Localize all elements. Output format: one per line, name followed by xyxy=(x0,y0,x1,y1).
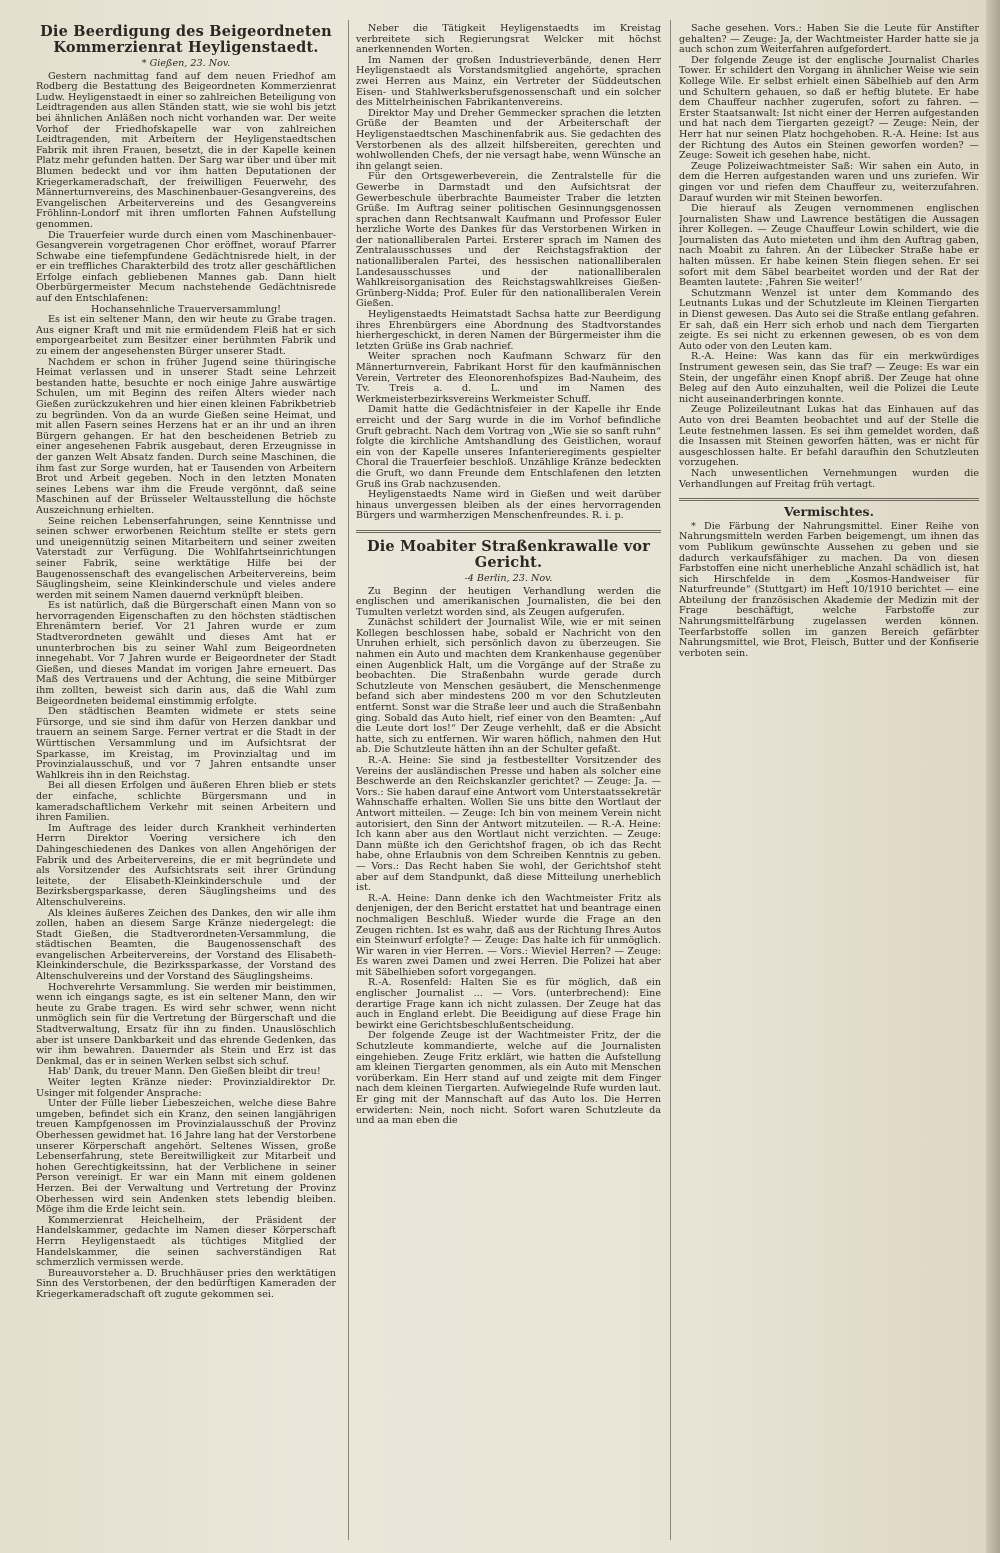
article-paragraph: R.-A. Heine: Dann denke ich den Wachtmeister Fritz als denjenigen, der den Bericht erstattet hat und beantrage einen nochmaligen Beschluß. Wieder wurde die Frage an den Zeugen richten. Ist es wahr, daß aus der Richtung Ihres Autos ein Steinwurf erfolgte? — Zeuge: Das halte ich für unmöglich. Wir waren in vier Herren. — Vors.: Wieviel Herren? — Zeuge: Es waren zwei Damen und zwei Herren. Die Polizei hat aber mit Säbelhieben sofort vorgegangen. xyxy=(356,892,661,978)
article-paragraph: Direktor May und Dreher Gemmecker sprachen die letzten Grüße der Beamten und der Arbeiterschaft der Heyligenstaedtschen Maschinenfabrik aus. Sie gedachten des Verstorbenen als des allzeit hilfsbereiten, gerechten und wohlwollenden Chefs, der nie versagt habe, wenn Wünsche an ihn gelangt seien. xyxy=(356,107,661,172)
article-paragraph: Heyligenstaedts Name wird in Gießen und weit darüber hinaus unvergessen bleiben als der eines hervorragenden Bürgers und warmherzigen Menschenfreundes. R. i. p. xyxy=(356,489,661,522)
article-paragraph: R.-A. Heine: Was kann das für ein merkwürdiges Instrument gewesen sein, das Sie traf? — Zeuge: Es war ein Stein, der ungefähr einen Knopf abriß. Der Zeuge hat ohne Beleg auf den Auto einzuhalten, weil die Polizei die Leute nicht auseinanderbringen konnte. xyxy=(679,351,979,405)
article-paragraph: Den städtischen Beamten widmete er stets seine Fürsorge, und sie sind ihm dafür von Herzen dankbar und trauern an seinem Sarge. Ferner vertrat er die Stadt in der Württischen Versammlung und im Aufsichtsrat der Sparkasse, im Kreistag, im Provinzialtag und im Provinzialausschuß, und vor 7 Jahren entsandte unser Wahlkreis ihn in den Reichstag. xyxy=(36,706,336,781)
speech-salutation: Hochansehnliche Trauerversammlung! xyxy=(90,303,282,315)
article-paragraph: Nach unwesentlichen Vernehmungen wurden die Verhandlungen auf Freitag früh vertagt. xyxy=(679,467,979,490)
article-paragraph: R.-A. Heine: Sie sind ja festbestellter Vorsitzender des Vereins der ausländischen Presse und haben als solcher eine Beschwerde an den Reichskanzler gerichtet? — Zeuge: Ja. — Vors.: Sie haben darauf eine Antwort vom Unterstaatssekretär Wahnschaffe erhalten. Wollen Sie uns bitte den Wortlaut der Antwort mitteilen. — Zeuge: Ich bin von meinem Verein nicht autorisiert, den Sinn der Antwort mitzuteilen. — R.-A. Heine: Ich kann aber aus den Wortlaut nicht verzichten. — Zeuge: Dann müßte ich den Gerichtshof fragen, ob ich das Recht habe, ohne Erlaubnis von dem Schreiben Kenntnis zu geben. — Vors.: Das Recht haben Sie wohl, der Gerichtshof steht aber auf dem Standpunkt, daß diese Mitteilung unerheblich ist. xyxy=(356,755,661,894)
section-headline: Vermischtes. xyxy=(784,504,874,520)
article-paragraph: Zeuge Polizeiwachtmeister Saß: Wir sahen ein Auto, in dem die Herren aufgestanden waren und uns zuriefen. Wir gingen vor und riefen dem Chauffeur zu, weiterzufahren. Darauf wurden wir mit Steinen beworfen. xyxy=(679,160,979,204)
article-paragraph: Für den Ortsgewerbeverein, die Zentralstelle für die Gewerbe in Darmstadt und den Aufsichtsrat der Gewerbeschule überbrachte Baumeister Traber die letzten Grüße. Im Auftrag seiner politischen Gesinnungsgenossen sprachen dann Rechtsanwalt Kaufmann und Professor Euler herzliche Worte des Dankes für das Verstorbenen Wirken in der nationalliberalen Partei. Ersterer sprach im Namen des Zentralausschusses und der Reichstagsfraktion der nationalliberalen Partei, des hessischen nationalliberalen Landesausschusses und der nationalliberalen Wahlkreisorganisation des Reichstagswahlkreises Gießen-Grünberg-Nidda; Prof. Euler für den nationalliberalen Verein Gießen. xyxy=(356,171,661,310)
article-paragraph: Zu Beginn der heutigen Verhandlung werden die englischen und amerikanischen Journalisten, die bei den Tumulten verletzt worden sind, als Zeugen aufgerufen. xyxy=(356,585,661,618)
article-separator xyxy=(356,530,661,533)
column-3 xyxy=(679,24,979,1539)
article-headline: Die Beerdigung des Beigeordneten Kommerzienrat Heyligenstaedt. xyxy=(40,24,332,56)
article-paragraph: Heyligenstaedts Heimatstadt Sachsa hatte zur Beerdigung ihres Ehrenbürgers eine Abordnung des Stadtvorstandes hierhergeschickt, in deren Namen der Bürgermeister ihm die letzten Grüße ins Grab nachrief. xyxy=(356,309,661,352)
column-rule xyxy=(348,20,349,1540)
article-paragraph: Weiter sprachen noch Kaufmann Schwarz für den Männerturnverein, Fabrikant Horst für den kaufmännischen Verein, Vertreter des Eleonorenhofspizes Bad-Nauheim, des Tv. Treis a. d. L. und im Namen des Werkmeisterbezirksvereins Werkmeister Schuff. xyxy=(356,351,661,405)
article-paragraph: Hab' Dank, du treuer Mann. Den Gießen bleibt dir treu! xyxy=(48,1066,321,1078)
article-paragraph: Unter der Fülle lieber Liebeszeichen, welche diese Bahre umgeben, befindet sich ein Kranz, den seinen langjährigen treuen Kampfgenossen im Provinzialausschuß der Provinz Oberhessen gewidmet hat. 16 Jahre lang hat der Verstorbene unserer Körperschaft angehört. Seltenes Wissen, große Lebenserfahrung, stete Bereitwilligkeit zur Mitarbeit und hohen Gerechtigkeitssinn, hat der Verblichene in seiner Person vereinigt. Er war ein Mann mit einem goldenen Herzen. Bei der Verwaltung und Vertretung der Provinz Oberhessen wird sein Andenken stets lebendig bleiben. Möge ihm die Erde leicht sein. xyxy=(36,1098,336,1216)
article-headline: Die Moabiter Straßenkrawalle vor Gericht. xyxy=(366,537,651,571)
article-paragraph: Der folgende Zeuge ist der englische Journalist Charles Tower. Er schildert den Vorgang in ähnlicher Weise wie sein Kollege Wile. Er selbst erhielt einen Säbelhieb auf den Arm und Schultern gehauen, so daß er heftig blutete. Er habe dem Chauffeur nachher zugerufen, sofort zu fahren. — Erster Staatsanwalt: Ist nicht einer der Herren aufgestanden und hat nach dem Tiergarten gezeigt? — Zeuge: Nein, der Herr hat nur seinen Platz hochgehoben. R.-A. Heine: Ist aus der Richtung des Autos ein Steinen geworfen worden? — Zeuge: Soweit ich gesehen habe, nicht. xyxy=(679,54,979,162)
column-2 xyxy=(356,24,661,1539)
article-paragraph: Es ist ein seltener Mann, den wir heute zu Grabe tragen. Aus eigner Kraft und mit nie ermüdendem Fleiß hat er sich emporgearbeitet zum Besitzer einer berühmten Fabrik und zu einem der angesehensten Bürger unserer Stadt. xyxy=(36,314,336,358)
page-edge-shadow xyxy=(986,0,1000,1553)
article-paragraph: Der folgende Zeuge ist der Wachtmeister Fritz, der die Schutzleute kommandierte, welche auf die Journalisten eingehieben. Zeuge Fritz erklärt, wie hatten die Aufstellung am kleinen Tiergarten genommen, als ein Auto mit Menschen vorüberkam. Ein Herr stand auf und zeigte mit dem Finger nach dem kleinen Tiergarten. Aufwiegelnde Rufe wurden laut. Er ging mit der Mannschaft auf das Auto los. Die Herren erwiderten: Nein, noch nicht. Sofort waren Schutzleute da und aa man eben die xyxy=(356,1030,661,1127)
article-paragraph: Im Auftrage des leider durch Krankheit verhinderten Herrn Direktor Voering versichere ich den Dahingeschiedenen des Dankes von allen Angehörigen der Fabrik und des Arbeitervereins, die er mit begründete und als Vorsitzender des Aufsichtsrats seit ihrer Gründung leitete, der Elisabeth-Kleinkinderschule und der Bezirksbergsparkasse, deren Säuglingsheims und des Altenschulvereins. xyxy=(36,822,336,908)
article-paragraph: Gestern nachmittag fand auf dem neuen Friedhof am Rodberg die Bestattung des Beigeordneten Kommerzienrat Ludw. Heyligenstaedt in einer so zahlreichen Beteiligung von Leidtragenden aus allen Ständen statt, wie sie wohl bis jetzt bei ähnlichen Anläßen noch nicht vorhanden war. Der weite Vorhof der Friedhofskapelle war von zahlreichen Leidtragenden, mit Arbeitern der Heyligenstaedtschen Fabrik mit ihren Frauen, besetzt, die in der Kapelle keinen Platz mehr gefunden hatten. Der Sarg war über und über mit Blumen bedeckt und vor ihm hatten Deputationen der Kriegerkameradschaft, der freiwilligen Feuerwehr, des Männerturnvereins, des Maschinenbauer-Gesangvereins, des Evangelischen Arbeitervereins und des Gesangvereins Fröhlinn-Londorf mit ihren umflorten Fahnen Aufstellung genommen. xyxy=(36,70,336,230)
article-paragraph: Kommerzienrat Heichelheim, der Präsident der Handelskammer, gedachte im Namen dieser Körperschaft Herrn Heyligenstaedt als tüchtiges Mitglied der Handelskammer, die seinen sachverständigen Rat schmerzlich vermissen werde. xyxy=(36,1214,336,1269)
article-paragraph: Damit hatte die Gedächtnisfeier in der Kapelle ihr Ende erreicht und der Sarg wurde in die im Vorhof befindliche Gruft gebracht. Nach dem Vortrag von „Wie sie so sanft ruhn“ folgte die kirchliche Amtshandlung des Geistlichen, worauf ein von der Kapelle unseres Infanterieregiments gespielter Choral die Trauerfeier beschloß. Unzählige Kränze bedeckten die Gruft, wo dann Freunde dem Entschlafenen den letzten Gruß ins Grab nachzusenden. xyxy=(356,404,661,490)
article-paragraph: R.-A. Rosenfeld: Halten Sie es für möglich, daß ein englischer Journalist ... — Vors. (unterbrechend): Eine derartige Frage kann ich nicht zulassen. Der Zeuge hat das auch in England erlebt. Die Beeidigung auf diese Frage hin bewirkt eine Gerichtsbeschlußentscheidung. xyxy=(356,977,661,1031)
article-dateline: -4 Berlin, 23. Nov. xyxy=(464,572,553,584)
article-paragraph: Hochverehrte Versammlung. Sie werden mir beistimmen, wenn ich eingangs sagte, es ist ein seltener Mann, den wir heute zu Grabe tragen. Es wird sehr schwer, wenn nicht unmöglich sein für die Vertretung der Bürgerschaft und die Stadtverwaltung, Ersatz für ihn zu finden. Unauslöschlich aber ist unsere Dankbarkeit und das ehrende Gedenken, das wir ihm bewahren. Dauernder als Stein und Erz ist das Denkmal, das er in seinen Werken selbst sich schuf. xyxy=(36,981,336,1067)
article-paragraph: Sache gesehen. Vors.: Haben Sie die Leute für Anstifter gehalten? — Zeuge: Ja, der Wachtmeister Harder hatte sie ja auch schon zum Weiterfahren aufgefordert. xyxy=(679,24,979,56)
article-paragraph: Bei all diesen Erfolgen und äußeren Ehren blieb er stets der einfache, schlichte Bürgersmann und in kameradschaftlichem Verkehr mit seinen Arbeitern und ihren Familien. xyxy=(36,780,336,824)
article-paragraph: Die hierauf als Zeugen vernommenen englischen Journalisten Shaw und Lawrence bestätigen die Aussagen ihrer Kollegen. — Zeuge Chauffeur Lowin schildert, wie die Journalisten das Auto mieteten und ihm den Auftrag gaben, nach Moabit zu fahren. An der Lübecker Straße habe er halten müssen. Er habe keinen Stein fliegen sehen. Er sei sofort mit dem Säbel bearbeitet worden und der Rat der Beamten lautete: ‚Fahren Sie weiter!‘ xyxy=(679,203,979,289)
article-paragraph: Weiter legten Kränze nieder: Provinzialdirektor Dr. Usinger mit folgender Ansprache: xyxy=(36,1077,336,1099)
article-paragraph: Seine reichen Lebenserfahrungen, seine Kenntnisse und seinen schwer erworbenen Reichtum stellte er stets gern und uneigennützig seinen Mitarbeitern und seiner zweiten Vaterstadt zur Verfügung. Die Wohlfahrtseinrichtungen seiner Fabrik, seine werktätige Hilfe bei der Baugenossenschaft des evangelischen Arbeitervereins, beim Säuglingsheim, seine Kleinkinderschule und vieles andere werden mit seinem Namen dauernd verknüpft bleiben. xyxy=(36,515,336,601)
article-paragraph: Nachdem er schon in früher Jugend seine thüringische Heimat verlassen und in unserer Stadt seine Lehrzeit bestanden hatte, besuchte er noch einige Jahre auswärtige Schulen, um mit Beginn des reifen Alters wieder nach Gießen zurückzukehren und hier einen kleinen Fabrikbetrieb zu begründen. Von da an wurde Gießen seine Heimat, und mit allen Fasern seines Herzens hat er an ihr und an ihren Bürgern gehangen. Er hat den bescheidenen Betrieb zu einer angesehenen Fabrik ausgebaut, deren Erzeugnisse in der ganzen Welt Absatz fanden. Durch seine Maschinen, die ihm fast zur Sorge wurden, hat er Tausenden von Arbeitern Brot und Arbeit gegeben. Noch in den letzten Monaten seines Lebens war ihm die Freude vergönnt, daß seine Maschinen auf der Brüsseler Weltausstellung die höchste Auszeichnung erhielten. xyxy=(36,356,336,516)
column-1 xyxy=(36,24,336,1539)
article-paragraph: Zeuge Polizeileutnant Lukas hat das Einhauen auf das Auto von drei Beamten beobachtet und auf der Stelle die Leute festnehmen lassen. Es sei ihm gemeldet worden, daß die Insassen mit Steinen geworfen hätten, was er nicht für ausgeschlossen halte. Er befahl daraufhin den Schutzleuten vorzugehen. xyxy=(679,404,979,469)
article-paragraph: Die Trauerfeier wurde durch einen vom Maschinenbauer-Gesangverein vorgetragenen Chor eröffnet, worauf Pfarrer Schwabe eine tiefempfundene Gedächtnisrede hielt, in der er ein treffliches Charakterbild des trotz aller geschäftlichen Erfolge einfach gebliebenen Mannes gab. Dann hielt Oberbürgermeister Mecum nachstehende Gedächtnisrede auf den Entschlafenen: xyxy=(36,229,336,305)
article-paragraph: Im Namen der großen Industrieverbände, denen Herr Heyligenstaedt als Vorstandsmitglied angehörte, sprachen zwei Herren aus Mainz, ein Vertreter der Süddeutschen Eisen- und Stahlwerksberufsgenossenschaft und ein solcher des Mittelrheinischen Fabrikantenvereins. xyxy=(356,54,661,109)
article-separator xyxy=(679,498,979,501)
article-paragraph: Als kleines äußeres Zeichen des Dankes, den wir alle ihm zollen, haben an diesem Sarge Kränze niedergelegt: die Stadt Gießen, die Stadtverordneten-Versammlung, die städtischen Beamten, die Baugenossenschaft des evangelischen Arbeitervereins, der Vorstand des Elisabeth-Kleinkinderschule, die Bezirkssparkasse, der Vorstand des Altenschulvereins und der Vorstand des Säuglingsheims. xyxy=(36,907,336,983)
column-rule xyxy=(670,20,671,1540)
article-paragraph: Schutzmann Wenzel ist unter dem Kommando des Leutnants Lukas und der Schutzleute im Kleinen Tiergarten in Dienst gewesen. Das Auto sei die Straße entlang gefahren. Er sah, daß ein Herr sich erhob und nach dem Tiergarten zeigte. Es sei nicht zu erkennen gewesen, ob es von dem Auto oder von den Leuten kam. xyxy=(679,287,979,352)
article-paragraph: Zunächst schildert der Journalist Wile, wie er mit seinen Kollegen beschlossen habe, sobald er Nachricht von den Unruhen erhielt, sich persönlich davon zu überzeugen. Sie nahmen ein Auto und machten dem Krankenhause gegenüber einen Augenblick Halt, um die Vorgänge auf der Straße zu beobachten. Die Straßenbahn wurde gerade durch Schutzleute von Menschen gesäubert, die Menschenmenge befand sich aber mindestens 200 m vor den Schutzleuten entfernt. Sonst war die Straße leer und auch die Straßenbahn ging. Sobald das Auto hielt, rief einer von den Beamten: „Auf die Leute dort los!“ Der Zeuge verhehlt, daß er die Absicht hatte, sich zu entfernen. Wir waren höflich, nahmen den Hut ab. Die Schutzleute hätten ihn an der Schulter gefaßt. xyxy=(356,617,661,756)
article-dateline: * Gießen, 23. Nov. xyxy=(141,58,231,69)
article-paragraph: Bureauvorsteher a. D. Bruchhäuser pries den werktätigen Sinn des Verstorbenen, der den bedürftigen Kameraden der Kriegerkameradschaft oft zugute gekommen sei. xyxy=(36,1267,336,1300)
article-paragraph: * Die Färbung der Nahrungsmittel. Einer Reihe von Nahrungsmitteln werden Farben beigemengt, um ihnen das vom Publikum gewünschte Aussehen zu geben und sie dadurch verkaufsfähiger zu machen. Da von diesen Farbstoffen eine nicht unerhebliche Anzahl schädlich ist, hat sich Hirschfelde in dem „Kosmos-Handweiser für Naturfreunde“ (Stuttgart) im Heft 10/1910 berichtet — eine Abteilung der französischen Akademie der Medizin mit der Frage beschäftigt, welche Farbstoffe zur Nahrungsmittelfärbung zugelassen werden können. Teerfarbstoffe sollen im ganzen Bereich gefärbter Nahrungsmittel, wie Brot, Fleisch, Butter und der Konfiserie verboten sein. xyxy=(679,520,979,659)
article-paragraph: Neber die Tätigkeit Heyligenstaedts im Kreistag verbreitete sich Regierungsrat Welcker mit höchst anerkennenden Worten. xyxy=(356,24,661,56)
article-paragraph: Es ist natürlich, daß die Bürgerschaft einen Mann von so hervorragenden Eigenschaften zu den höchsten städtischen Ehrenämtern berief. Vor 21 Jahren wurde er zum Stadtverordneten gewählt und dieses Amt hat er ununterbrochen bis zu seiner Wahl zum Beigeordneten innegehabt. Vor 7 Jahren wurde er Beigeordneter der Stadt Gießen, und dieses Mandat im vorigen Jahre erneuert. Das Maß des Vertrauens und der Achtung, die seine Mitbürger ihm zollten, beweist sich darin aus, daß die Wahl zum Beigeordneten beidemal einstimmig erfolgte. xyxy=(36,600,336,707)
